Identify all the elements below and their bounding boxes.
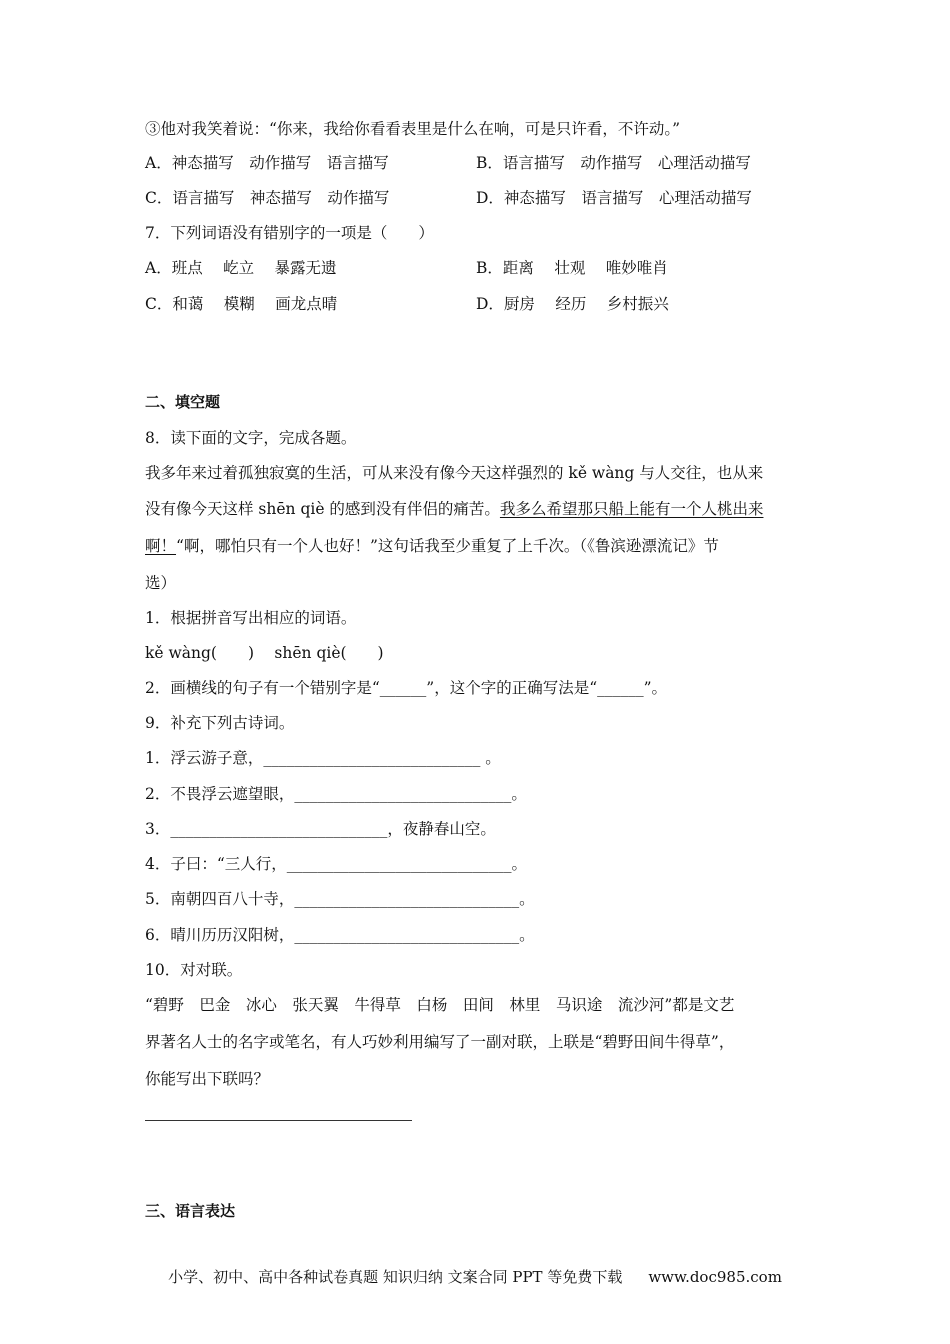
q6-option-b: B．语言描写 动作描写 心理活动描写: [476, 154, 751, 172]
q9-item-3: 3．____________________________，夜静春山空。: [145, 820, 496, 838]
q8-passage-line4: 选）: [145, 574, 177, 592]
q7-option-d: D．厨房 经历 乡村振兴: [476, 295, 669, 313]
q6-option-a: A．神态描写 动作描写 语言描写: [145, 154, 389, 172]
section-2-title: 二、填空题: [145, 393, 221, 411]
section-3-title: 三、语言表达: [145, 1202, 236, 1220]
q7-option-b: B．距离 壮观 唯妙唯肖: [476, 259, 668, 277]
q8-underlined-sentence-part2: 啊！: [145, 537, 177, 555]
q8-stem: 8．读下面的文字，完成各题。: [145, 429, 357, 447]
page-footer: [0, 1266, 950, 1288]
q6-item3: ③他对我笑着说：“你来，我给你看看表里是什么在响，可是只许看，不许动。”: [145, 120, 681, 138]
footer-text: 小学、初中、高中各种试卷真题 知识归纳 文案合同 PPT 等免费下载: [168, 1268, 623, 1286]
q7-stem: 7．下列词语没有错别字的一项是（ ）: [145, 224, 434, 242]
q8-passage-line2-plain: 没有像今天这样 shēn qiè 的感到没有伴侣的痛苦。: [145, 500, 500, 518]
q7-option-c: C．和蔼 模糊 画龙点晴: [145, 295, 338, 313]
q8-sub1: 1．根据拼音写出相应的词语。: [145, 609, 357, 627]
q8-passage-line3: [145, 535, 719, 557]
q7-option-a: A．班点 屹立 暴露无遗: [145, 259, 337, 277]
q10-line1: “碧野 巴金 冰心 张天翼 牛得草 白杨 田间 林里 马识途 流沙河”都是文艺: [145, 996, 735, 1014]
q8-underlined-sentence-part1: 我多么希望那只船上能有一个人桃出来: [499, 500, 764, 518]
q10-line2: 界著名人士的名字或笔名，有人巧妙利用编写了一副对联，上联是“碧野田间牛得草”，: [145, 1033, 735, 1051]
footer-site-link[interactable]: www.doc985.com: [648, 1268, 782, 1286]
q9-item-4: 4．子曰：“三人行，_____________________________。: [145, 855, 528, 873]
q9-item-1: 1．浮云游子意，____________________________ 。: [145, 749, 501, 767]
q6-option-c: C．语言描写 神态描写 动作描写: [145, 189, 390, 207]
q8-sub2: 2．画横线的句子有一个错别字是“______”，这个字的正确写法是“______”。: [145, 679, 668, 697]
q9-item-6: 6．晴川历历汉阳树，_____________________________。: [145, 926, 535, 944]
q8-passage-line3-plain: “啊，哪怕只有一个人也好！”这句话我至少重复了上千次。（《鲁滨逊漂流记》节: [176, 537, 719, 555]
q8-passage-line1: 我多年来过着孤独寂寞的生活，可从来没有像今天这样强烈的 kě wàng 与人交往，也从来: [145, 464, 764, 482]
q9-item-2: 2．不畏浮云遮望眼，____________________________。: [145, 785, 527, 803]
q6-option-d: D．神态描写 语言描写 心理活动描写: [476, 189, 752, 207]
q10-line3: 你能写出下联吗？: [145, 1070, 270, 1088]
q10-answer-line[interactable]: [145, 1120, 412, 1121]
q9-item-5: 5．南朝四百八十寺，_____________________________。: [145, 890, 535, 908]
q9-stem: 9．补充下列古诗词。: [145, 714, 295, 732]
q8-sub1-blanks: kě wàng( ) shēn qiè( ): [145, 644, 384, 662]
q8-passage-line2: [145, 498, 763, 520]
q10-stem: 10．对对联。: [145, 961, 243, 979]
